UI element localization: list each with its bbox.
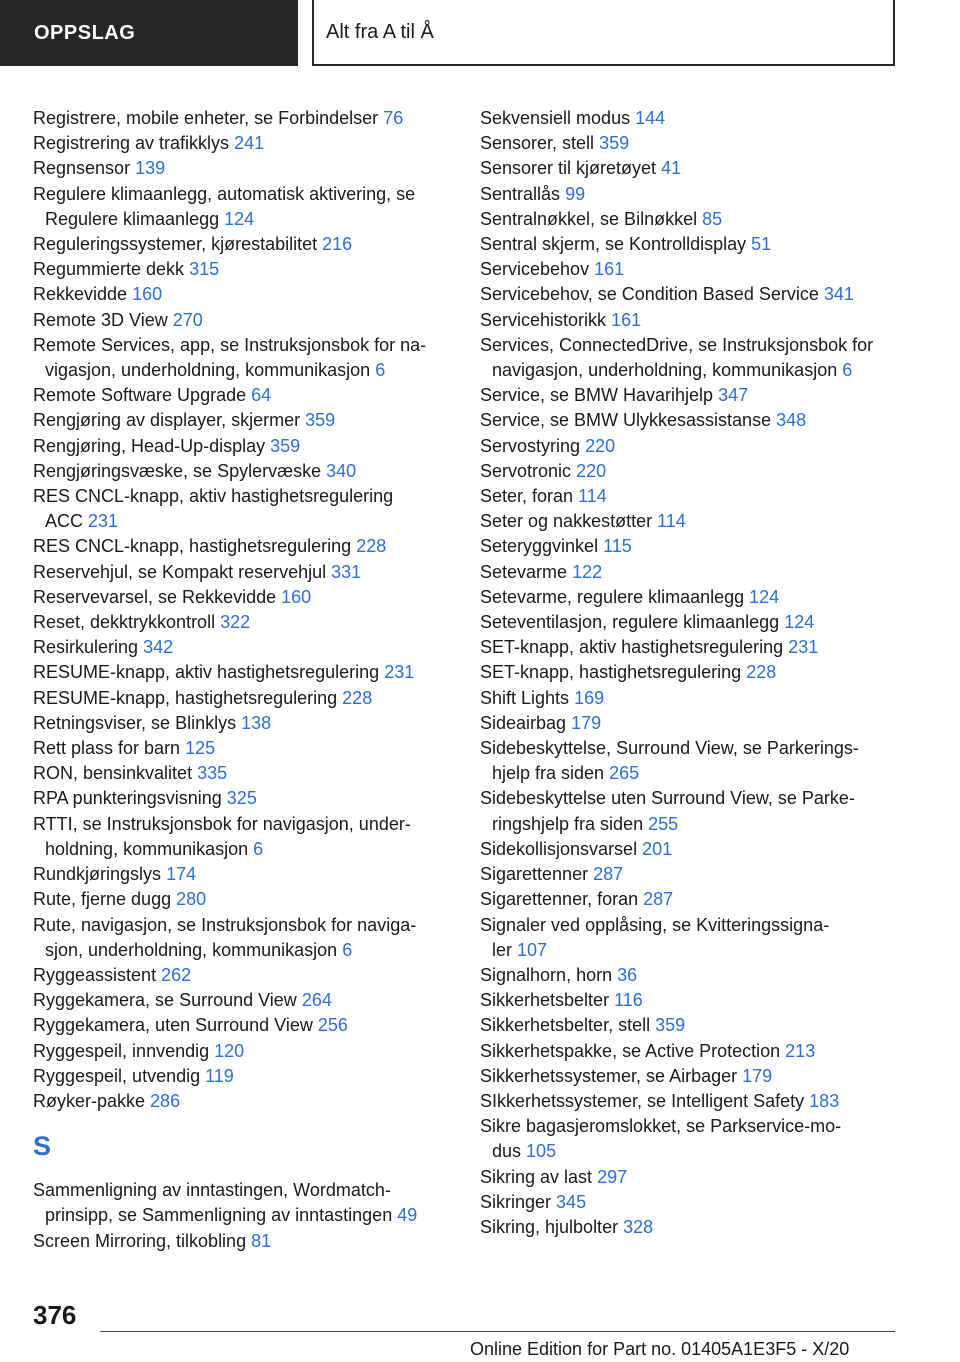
page-link[interactable]: 138	[241, 712, 272, 733]
page-link[interactable]: 347	[718, 385, 749, 406]
entry-term-continued: vigasjon, underholdning, kommunikasjon	[45, 360, 371, 381]
entry-term: Ryggekamera, uten Surround View	[33, 1015, 313, 1036]
index-entry	[480, 156, 910, 181]
page-link[interactable]: 231	[88, 511, 119, 532]
index-column-right	[480, 106, 910, 1240]
entry-term: Servicebehov	[480, 259, 590, 280]
index-entry	[480, 408, 910, 433]
index-entry	[33, 484, 453, 534]
index-entry	[480, 660, 910, 685]
page-link[interactable]: 220	[585, 435, 616, 456]
entry-term-continued: ringshjelp fra siden	[492, 813, 644, 834]
index-entry	[33, 963, 453, 988]
entry-term: Setevarme, regulere klimaanlegg	[480, 586, 745, 607]
page-link[interactable]: 359	[305, 410, 336, 431]
page-link[interactable]: 116	[614, 990, 643, 1011]
page-link[interactable]: 228	[746, 662, 777, 683]
index-entry	[480, 560, 910, 585]
page-link[interactable]: 51	[751, 234, 772, 255]
page-link[interactable]: 341	[823, 284, 854, 305]
page-link[interactable]: 6	[342, 939, 353, 960]
index-entry	[480, 131, 910, 156]
index-entry	[33, 1229, 453, 1254]
entry-term: Sidekollisjonsvarsel	[480, 838, 638, 859]
chapter-title: Alt fra A til Å	[312, 0, 895, 66]
page-link[interactable]: 81	[251, 1230, 272, 1251]
entry-term: Sikkerhetsbelter, stell	[480, 1015, 651, 1036]
entry-term-continued: hjelp fra siden	[492, 763, 605, 784]
index-entry	[33, 610, 453, 635]
page-link[interactable]: 297	[597, 1166, 628, 1187]
index-entry	[480, 534, 910, 559]
entry-term: SIkkerhetssystemer, se Intelligent Safety	[480, 1090, 805, 1111]
page-link[interactable]: 120	[214, 1040, 245, 1061]
entry-term: Reservevarsel, se Rekkevidde	[33, 586, 277, 607]
index-entry	[480, 434, 910, 459]
index-entry	[33, 232, 453, 257]
entry-term: Rekkevidde	[33, 284, 128, 305]
entry-term: Sikkerhetssystemer, se Airbager	[480, 1065, 738, 1086]
page-link[interactable]: 213	[785, 1040, 816, 1061]
entry-term: Registrering av trafikklys	[33, 133, 230, 154]
entry-term: Rengjøring av displayer, skjermer	[33, 410, 301, 431]
entry-term: Sikringer	[480, 1191, 552, 1212]
index-entry	[480, 257, 910, 282]
page-link[interactable]: 216	[322, 234, 353, 255]
entry-term: Servostyring	[480, 435, 581, 456]
page-link[interactable]: 359	[655, 1015, 686, 1036]
entry-term-continued: sjon, underholdning, kommunikasjon	[45, 939, 338, 960]
entry-term-continued: prinsipp, se Sammenligning av inntastingen	[45, 1205, 393, 1226]
index-entry	[33, 308, 453, 333]
page-link[interactable]: 262	[161, 964, 192, 985]
page-link[interactable]: 161	[594, 259, 625, 280]
entry-term: Seteryggvinkel	[480, 536, 599, 557]
entry-term: Ryggekamera, se Surround View	[33, 990, 297, 1011]
page-link[interactable]: 220	[576, 460, 607, 481]
page-link[interactable]: 85	[702, 208, 723, 229]
entry-term-continued: holdning, kommunikasjon	[45, 838, 249, 859]
index-entry	[480, 207, 910, 232]
entry-term: Sekvensiell modus	[480, 108, 631, 128]
index-list-s	[33, 1178, 453, 1254]
index-entry	[33, 761, 453, 786]
page-link[interactable]: 139	[135, 158, 166, 179]
page-link[interactable]: 179	[742, 1065, 773, 1086]
index-entry	[33, 686, 453, 711]
page-link[interactable]: 340	[326, 460, 357, 481]
index-entry	[33, 736, 453, 761]
index-list-r	[33, 106, 453, 1114]
index-entry	[33, 1013, 453, 1038]
entry-term: Signaler ved opplåsing, se Kvitteringssigna-	[480, 914, 830, 935]
index-entry	[33, 913, 453, 963]
index-entry	[33, 635, 453, 660]
entry-term: Sentral skjerm, se Kontrolldisplay	[480, 234, 747, 255]
page-link[interactable]: 144	[635, 108, 666, 128]
index-entry	[480, 484, 910, 509]
entry-term: Remote 3D View	[33, 309, 168, 330]
page-link[interactable]: 105	[526, 1141, 557, 1162]
page-link[interactable]: 107	[517, 939, 548, 960]
index-entry	[480, 1114, 910, 1164]
index-entry	[33, 333, 453, 383]
page-link[interactable]: 6	[375, 360, 386, 381]
page-link[interactable]: 228	[356, 536, 387, 557]
index-entry	[480, 610, 910, 635]
page-link[interactable]: 265	[609, 763, 640, 784]
entry-term: Rett plass for barn	[33, 738, 181, 759]
index-entry	[480, 963, 910, 988]
index-entry	[33, 711, 453, 736]
entry-term: Remote Services, app, se Instruksjonsbok for na-	[33, 334, 427, 355]
page-link[interactable]: 231	[384, 662, 415, 683]
page-link[interactable]: 119	[205, 1065, 234, 1086]
page-link[interactable]: 280	[176, 889, 207, 910]
entry-term: Signalhorn, horn	[480, 964, 613, 985]
index-entry	[480, 786, 910, 836]
page-link[interactable]: 124	[749, 586, 780, 607]
entry-term: Rengjøringsvæske, se Spylervæske	[33, 460, 322, 481]
page-link[interactable]: 345	[556, 1191, 587, 1212]
entry-term-continued: ler	[492, 939, 513, 960]
page-link[interactable]: 331	[331, 561, 362, 582]
page-link[interactable]: 231	[788, 637, 819, 658]
entry-term: Rute, fjerne dugg	[33, 889, 172, 910]
page-link[interactable]: 315	[189, 259, 220, 280]
page-link[interactable]: 328	[623, 1216, 654, 1237]
entry-term: Ryggeassistent	[33, 964, 157, 985]
index-entry	[33, 106, 453, 131]
entry-term: Seter, foran	[480, 486, 574, 507]
entry-term: Ryggespeil, utvendig	[33, 1065, 201, 1086]
entry-term: Shift Lights	[480, 687, 570, 708]
entry-term: Sensorer, stell	[480, 133, 595, 154]
index-entry	[480, 383, 910, 408]
page-link[interactable]: 322	[220, 612, 251, 633]
page-link[interactable]: 335	[197, 763, 228, 784]
entry-term-continued: Regulere klimaanlegg	[45, 208, 220, 229]
entry-term: RES CNCL-knapp, aktiv hastighetsregulering	[33, 486, 394, 507]
page-link[interactable]: 359	[599, 133, 630, 154]
index-entry	[33, 1039, 453, 1064]
page-link[interactable]: 124	[224, 208, 255, 229]
index-entry	[480, 1190, 910, 1215]
index-entry	[33, 1064, 453, 1089]
index-entry	[33, 887, 453, 912]
entry-term: Service, se BMW Ulykkesassistanse	[480, 410, 772, 431]
index-entry	[33, 408, 453, 433]
page-header	[0, 0, 960, 66]
index-entry	[480, 333, 910, 383]
index-entry	[33, 585, 453, 610]
index-entry	[33, 434, 453, 459]
page-link[interactable]: 270	[172, 309, 203, 330]
entry-term: Sigarettenner, foran	[480, 889, 639, 910]
index-entry	[480, 106, 910, 131]
index-entry	[480, 182, 910, 207]
entry-term: Sikkerhetspakke, se Active Protection	[480, 1040, 781, 1061]
page-number: 376	[33, 1300, 77, 1330]
entry-term: Setevarme	[480, 561, 568, 582]
index-entry	[33, 156, 453, 181]
index-entry	[480, 1039, 910, 1064]
entry-term: RPA punkteringsvisning	[33, 788, 222, 809]
index-entry	[480, 862, 910, 887]
entry-term: Screen Mirroring, tilkobling	[33, 1230, 247, 1251]
entry-term: Sideairbag	[480, 712, 567, 733]
index-entry	[480, 459, 910, 484]
entry-term: Servotronic	[480, 460, 572, 481]
entry-term: Seteventilasjon, regulere klimaanlegg	[480, 612, 780, 633]
footer-divider	[100, 1331, 895, 1332]
index-entry	[33, 534, 453, 559]
index-entry	[480, 686, 910, 711]
page-link[interactable]: 64	[251, 385, 272, 406]
entry-term: Sidebeskyttelse uten Surround View, se Parke-	[480, 788, 855, 809]
page-link[interactable]: 114	[578, 486, 607, 507]
entry-term: Ryggespeil, innvendig	[33, 1040, 210, 1061]
entry-term: Seter og nakkestøtter	[480, 511, 653, 532]
index-entry	[480, 887, 910, 912]
page-link[interactable]: 325	[226, 788, 257, 809]
entry-term: Service, se BMW Havarihjelp	[480, 385, 714, 406]
index-entry	[480, 913, 910, 963]
entry-term: Resirkulering	[33, 637, 139, 658]
entry-term: Registrere, mobile enheter, se Forbindelser	[33, 108, 379, 128]
page-link[interactable]: 99	[565, 183, 586, 204]
entry-term: Sidebeskyttelse, Surround View, se Parkerings-	[480, 738, 859, 759]
entry-term: Sigarettenner	[480, 864, 589, 885]
index-entry	[33, 282, 453, 307]
entry-term: RTTI, se Instruksjonsbok for navigasjon, under-	[33, 813, 411, 834]
entry-term-continued: dus	[492, 1141, 522, 1162]
page-link[interactable]: 264	[301, 990, 332, 1011]
entry-term: Sikring, hjulbolter	[480, 1216, 619, 1237]
entry-term: Regnsensor	[33, 158, 131, 179]
index-entry	[480, 837, 910, 862]
entry-term: SET-knapp, hastighetsregulering	[480, 662, 742, 683]
entry-term: Sikring av last	[480, 1166, 593, 1187]
entry-term: Servicehistorikk	[480, 309, 607, 330]
entry-term: Regummierte dekk	[33, 259, 185, 280]
entry-term-continued: ACC	[45, 511, 84, 532]
index-entry	[33, 182, 453, 232]
index-entry	[480, 988, 910, 1013]
page-link[interactable]: 6	[842, 360, 853, 381]
page-link[interactable]: 287	[643, 889, 674, 910]
entry-term-continued: navigasjon, underholdning, kommunikasjon	[492, 360, 838, 381]
index-entry	[33, 1178, 453, 1228]
index-entry	[33, 131, 453, 156]
entry-term: Servicebehov, se Condition Based Service	[480, 284, 819, 305]
index-entry	[480, 1215, 910, 1240]
page-link[interactable]: 179	[571, 712, 602, 733]
page-link[interactable]: 161	[611, 309, 642, 330]
index-entry	[33, 786, 453, 811]
entry-term: Sentralnøkkel, se Bilnøkkel	[480, 208, 698, 229]
entry-term: Reservehjul, se Kompakt reservehjul	[33, 561, 327, 582]
entry-term: Sikkerhetsbelter	[480, 990, 610, 1011]
entry-term: Reset, dekktrykkontroll	[33, 612, 216, 633]
page-link[interactable]: 174	[166, 864, 197, 885]
page-link[interactable]: 115	[603, 536, 632, 557]
index-entry	[480, 232, 910, 257]
index-entry	[480, 308, 910, 333]
entry-term: RON, bensinkvalitet	[33, 763, 193, 784]
page-link[interactable]: 41	[661, 158, 682, 179]
index-entry	[33, 560, 453, 585]
index-entry	[33, 257, 453, 282]
page-link[interactable]: 49	[397, 1205, 418, 1226]
page-link[interactable]: 287	[593, 864, 624, 885]
entry-term: Regulere klimaanlegg, automatisk aktivering, se	[33, 183, 416, 204]
index-entry	[33, 1089, 453, 1114]
index-entry	[33, 812, 453, 862]
index-entry	[33, 862, 453, 887]
page-link[interactable]: 124	[784, 612, 815, 633]
index-entry	[480, 635, 910, 660]
page-link[interactable]: 201	[642, 838, 673, 859]
entry-term: RESUME-knapp, hastighetsregulering	[33, 687, 338, 708]
entry-term: Sikre bagasjeromslokket, se Parkservice-mo-	[480, 1116, 842, 1137]
page-link[interactable]: 169	[574, 687, 605, 708]
index-column-left	[33, 106, 453, 1254]
index-entry	[33, 383, 453, 408]
section-label: OPPSLAG	[0, 0, 298, 66]
index-list-s-continued	[480, 106, 910, 1240]
entry-term: Reguleringssystemer, kjørestabilitet	[33, 234, 318, 255]
index-entry	[480, 585, 910, 610]
entry-term: RES CNCL-knapp, hastighetsregulering	[33, 536, 352, 557]
entry-term: Sentrallås	[480, 183, 561, 204]
entry-term: Rute, navigasjon, se Instruksjonsbok for naviga-	[33, 914, 417, 935]
page-link[interactable]: 255	[648, 813, 679, 834]
index-entry	[480, 1064, 910, 1089]
index-entry	[480, 1165, 910, 1190]
entry-term: Services, ConnectedDrive, se Instruksjonsbok for	[480, 334, 874, 355]
entry-term: Røyker-pakke	[33, 1090, 146, 1111]
page-link[interactable]: 286	[150, 1090, 181, 1111]
page-link[interactable]: 76	[383, 108, 404, 128]
page-link[interactable]: 125	[185, 738, 216, 759]
page-link[interactable]: 160	[132, 284, 163, 305]
index-entry	[33, 459, 453, 484]
page-link[interactable]: 122	[572, 561, 603, 582]
index-entry	[480, 282, 910, 307]
index-entry	[480, 1089, 910, 1114]
entry-term: Sammenligning av inntastingen, Wordmatch-	[33, 1180, 391, 1201]
footer-edition-text: Online Edition for Part no. 01405A1E3F5 - X/20	[470, 1339, 850, 1359]
index-entry	[480, 711, 910, 736]
page-link[interactable]: 228	[342, 687, 373, 708]
index-entry	[33, 660, 453, 685]
index-entry	[480, 736, 910, 786]
index-entry	[33, 988, 453, 1013]
page-link[interactable]: 348	[776, 410, 807, 431]
entry-term: Rengjøring, Head-Up-display	[33, 435, 266, 456]
page-link[interactable]: 36	[617, 964, 638, 985]
entry-term: Retningsviser, se Blinklys	[33, 712, 237, 733]
entry-term: Remote Software Upgrade	[33, 385, 247, 406]
index-entry	[480, 1013, 910, 1038]
page-link[interactable]: 342	[143, 637, 174, 658]
section-letter: S	[33, 1131, 52, 1162]
page-link[interactable]: 6	[253, 838, 264, 859]
entry-term: SET-knapp, aktiv hastighetsregulering	[480, 637, 784, 658]
page-link[interactable]: 359	[270, 435, 301, 456]
page-link[interactable]: 114	[657, 511, 686, 532]
page-link[interactable]: 256	[317, 1015, 348, 1036]
entry-term: RESUME-knapp, aktiv hastighetsregulering	[33, 662, 380, 683]
entry-term: Rundkjøringslys	[33, 864, 162, 885]
page-link[interactable]: 160	[281, 586, 312, 607]
entry-term: Sensorer til kjøretøyet	[480, 158, 657, 179]
page-link[interactable]: 183	[809, 1090, 840, 1111]
page-link[interactable]: 241	[234, 133, 265, 154]
index-entry	[480, 509, 910, 534]
